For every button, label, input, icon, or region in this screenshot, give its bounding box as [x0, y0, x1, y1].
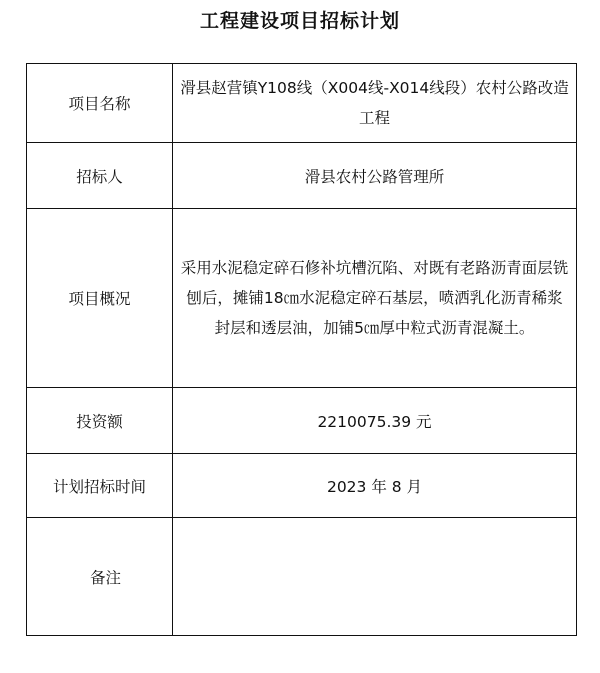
table-row — [27, 454, 577, 518]
overview-value: 采用水泥稳定碎石修补坑槽沉陷、对既有老路沥青面层铣刨后，摊铺18㎝水泥稳定碎石基层，喷洒乳化沥青稀浆封层和透层油，加铺5㎝厚中粒式沥青混凝土。 — [173, 209, 577, 388]
project-name-value: 滑县赵营镇Y108线（X004线-X014线段）农村公路改造工程 — [173, 64, 577, 143]
table-row — [27, 143, 577, 209]
tender-time-label: 计划招标时间 — [27, 454, 173, 518]
remarks-value — [173, 518, 577, 636]
tender-time-value: 2023 年 8 月 — [173, 454, 577, 518]
tenderer-value: 滑县农村公路管理所 — [173, 143, 577, 209]
investment-label: 投资额 — [27, 388, 173, 454]
tenderer-label: 招标人 — [27, 143, 173, 209]
table-row — [27, 209, 577, 388]
investment-value: 2210075.39 元 — [173, 388, 577, 454]
overview-label: 项目概况 — [27, 209, 173, 388]
remarks-label-cell — [27, 518, 173, 636]
plan-table — [26, 63, 577, 636]
document-title: 工程建设项目招标计划 — [199, 10, 400, 32]
remarks-label: 备注 — [89, 568, 121, 587]
project-name-label: 项目名称 — [27, 64, 173, 143]
table-row — [27, 388, 577, 454]
table-row — [27, 64, 577, 143]
table-row — [27, 518, 577, 636]
